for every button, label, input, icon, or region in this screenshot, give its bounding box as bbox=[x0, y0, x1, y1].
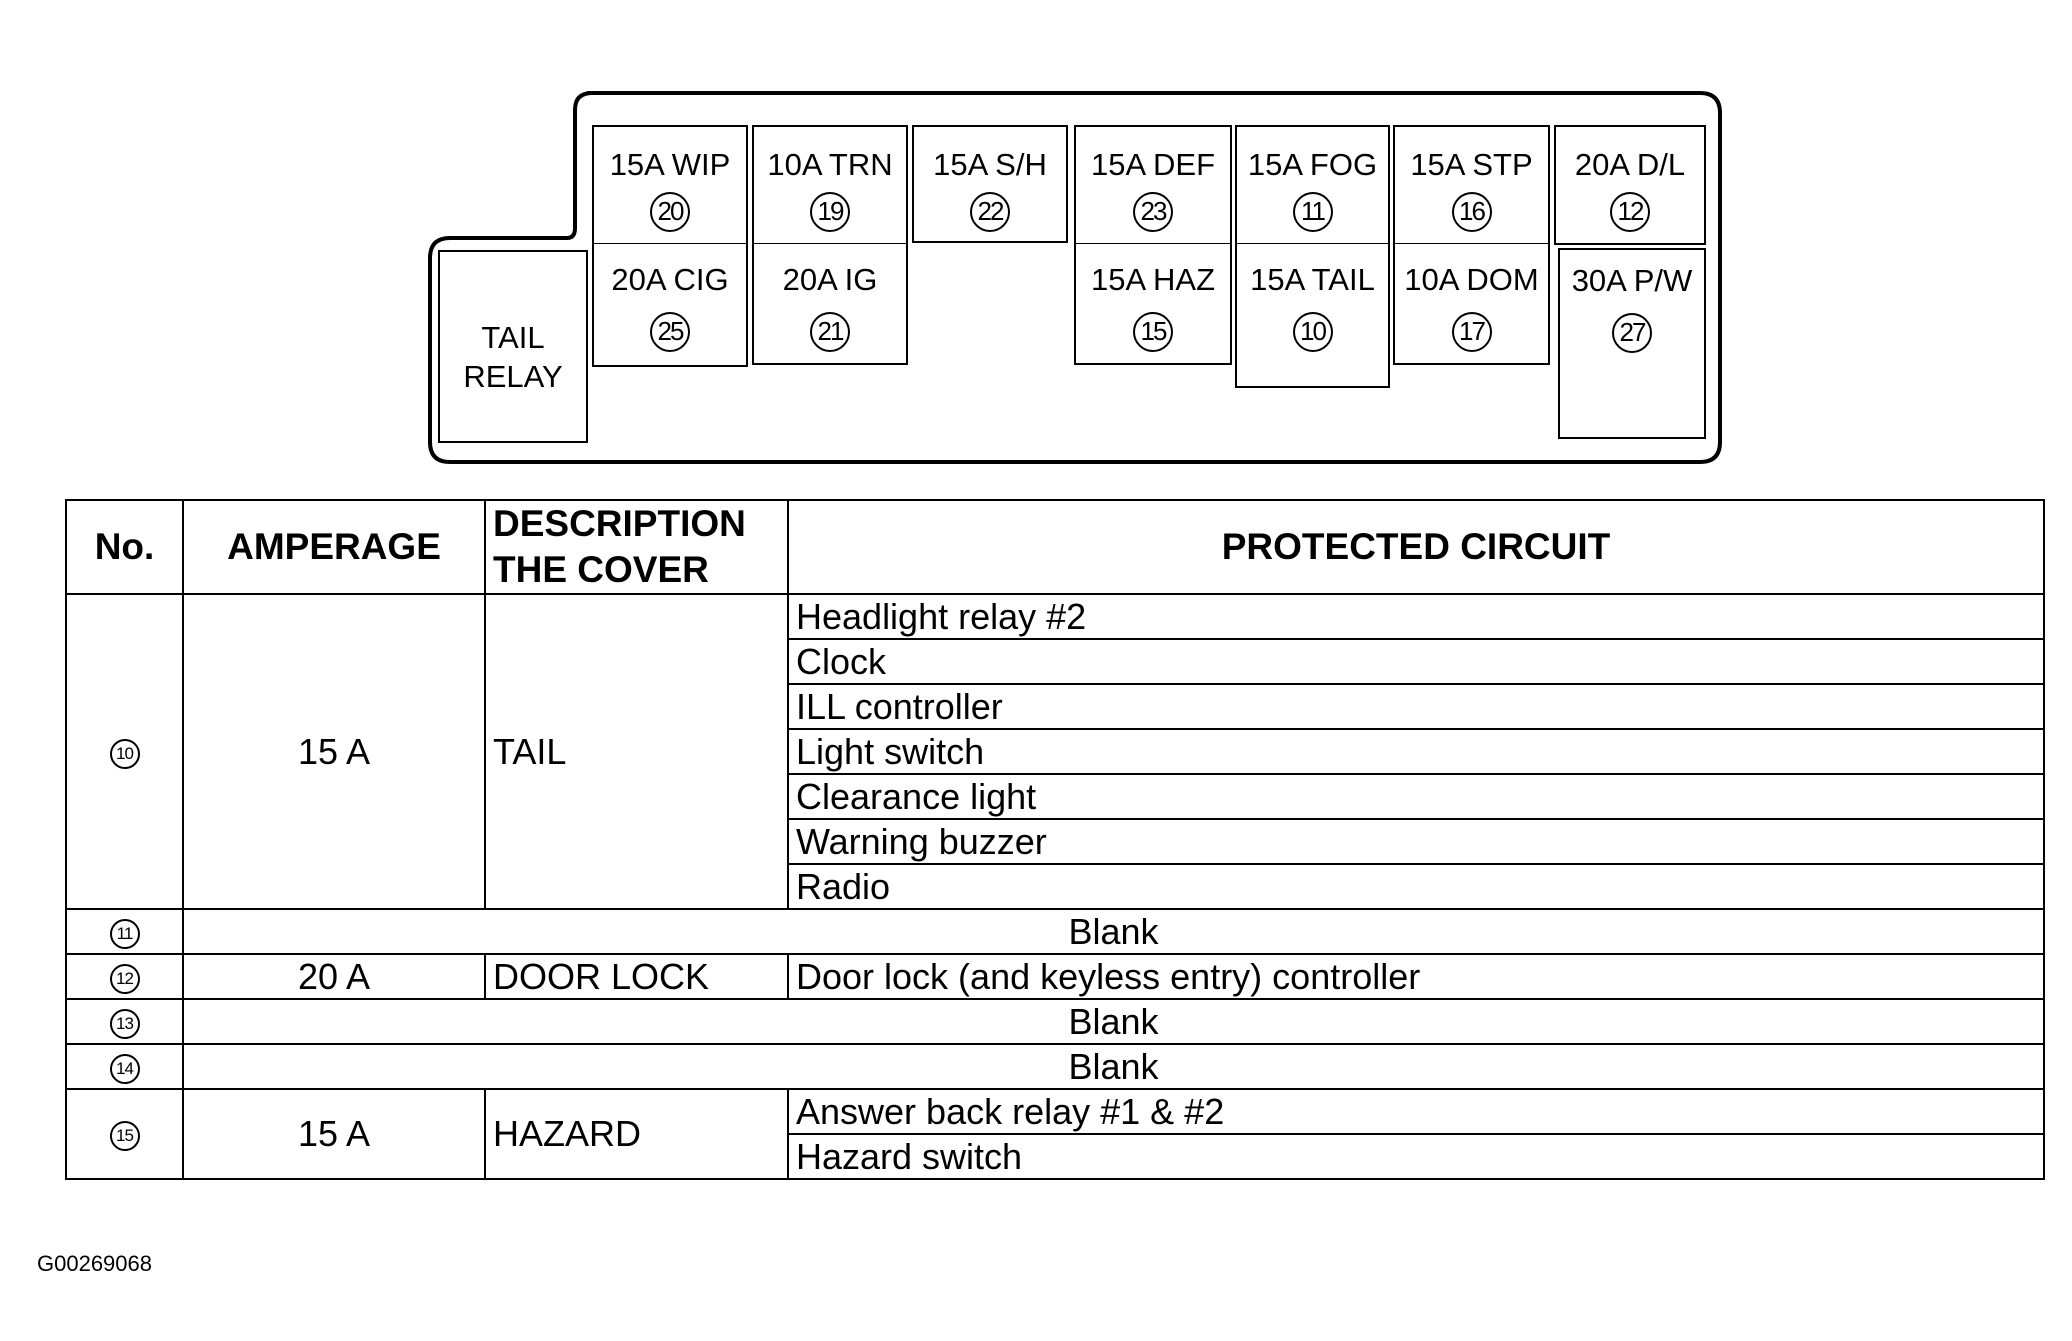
row-number bbox=[66, 909, 183, 954]
protected-circuit: Answer back relay #1 & #2 bbox=[788, 1089, 2044, 1134]
fuse-label: 15A TAIL bbox=[1250, 262, 1375, 297]
fuse-number: 25 bbox=[650, 312, 690, 352]
fuse-number: 10 bbox=[1293, 312, 1333, 352]
table-row bbox=[66, 1089, 2044, 1134]
row-number-circle: 15 bbox=[110, 1121, 140, 1151]
header-protected-circuit: PROTECTED CIRCUIT bbox=[788, 500, 2044, 594]
protected-circuit: Hazard switch bbox=[788, 1134, 2044, 1179]
fuse-number: 15 bbox=[1133, 312, 1173, 352]
fuse-label: 10A DOM bbox=[1404, 262, 1539, 297]
table-row bbox=[66, 594, 2044, 639]
row-number-circle: 12 bbox=[110, 964, 140, 994]
fuse-slot bbox=[912, 125, 1068, 243]
fuse-slot bbox=[1074, 125, 1232, 245]
protected-circuit: ILL controller bbox=[788, 684, 2044, 729]
row-description: TAIL bbox=[485, 594, 788, 909]
protected-circuit: Clock bbox=[788, 639, 2044, 684]
fuse-slot bbox=[1393, 243, 1550, 365]
row-number-circle: 10 bbox=[110, 739, 140, 769]
fuse-slot bbox=[1558, 248, 1706, 439]
protected-circuit: Warning buzzer bbox=[788, 819, 2044, 864]
fuse-number: 21 bbox=[810, 312, 850, 352]
fuse-slot bbox=[1235, 125, 1390, 245]
table-row bbox=[66, 909, 2044, 954]
row-blank: Blank bbox=[183, 909, 2044, 954]
protected-circuit: Light switch bbox=[788, 729, 2044, 774]
row-number-circle: 11 bbox=[110, 919, 140, 949]
row-number bbox=[66, 999, 183, 1044]
row-number bbox=[66, 1089, 183, 1179]
fuse-label: 20A D/L bbox=[1574, 147, 1686, 182]
fuse-label: 15A WIP bbox=[609, 147, 731, 182]
row-blank: Blank bbox=[183, 999, 2044, 1044]
tail-relay-label: TAIL RELAY bbox=[463, 320, 563, 394]
row-amperage: 15 A bbox=[183, 594, 485, 909]
fuse-label: 30A P/W bbox=[1571, 263, 1693, 298]
fuse-slot bbox=[752, 125, 908, 245]
protected-circuit: Headlight relay #2 bbox=[788, 594, 2044, 639]
fuse-label: 15A STP bbox=[1410, 147, 1533, 182]
fuse-box-diagram bbox=[0, 0, 2072, 480]
fuse-slot bbox=[1235, 243, 1390, 388]
row-blank: Blank bbox=[183, 1044, 2044, 1089]
fuse-label: 15A HAZ bbox=[1090, 262, 1216, 297]
fuse-number: 22 bbox=[970, 192, 1010, 232]
fuse-slot bbox=[1074, 243, 1232, 365]
table-header-row bbox=[66, 500, 2044, 594]
header-description-line1: DESCRIPTION bbox=[493, 503, 746, 544]
row-number bbox=[66, 594, 183, 909]
table-row bbox=[66, 1044, 2044, 1089]
table-row bbox=[66, 954, 2044, 999]
row-amperage: 20 A bbox=[183, 954, 485, 999]
table-row bbox=[66, 999, 2044, 1044]
tail-relay bbox=[438, 250, 588, 443]
fuse-number: 12 bbox=[1610, 192, 1650, 232]
fuse-slot bbox=[1393, 125, 1550, 245]
fuse-number: 11 bbox=[1293, 192, 1333, 232]
header-description bbox=[485, 500, 788, 594]
fuse-label: 20A IG bbox=[782, 262, 878, 297]
fuse-number: 17 bbox=[1452, 312, 1492, 352]
fuse-label: 15A FOG bbox=[1247, 147, 1378, 182]
fuse-slot bbox=[592, 125, 748, 245]
fuse-slot bbox=[1554, 125, 1706, 245]
fuse-number: 23 bbox=[1133, 192, 1173, 232]
fuse-label: 15A DEF bbox=[1090, 147, 1216, 182]
row-number-circle: 14 bbox=[110, 1054, 140, 1084]
row-number bbox=[66, 1044, 183, 1089]
fuse-label: 15A S/H bbox=[933, 147, 1047, 182]
fuse-label: 20A CIG bbox=[611, 262, 729, 297]
fuse-slot bbox=[592, 243, 748, 367]
row-description: HAZARD bbox=[485, 1089, 788, 1179]
protected-circuit: Radio bbox=[788, 864, 2044, 909]
fuse-number: 19 bbox=[810, 192, 850, 232]
fuse-label: 10A TRN bbox=[767, 147, 893, 182]
row-amperage: 15 A bbox=[183, 1089, 485, 1179]
header-amperage: AMPERAGE bbox=[183, 500, 485, 594]
fuse-number: 16 bbox=[1452, 192, 1492, 232]
fuse-slot bbox=[752, 243, 908, 365]
header-description-line2: THE COVER bbox=[493, 549, 709, 590]
protected-circuit: Door lock (and keyless entry) controller bbox=[788, 954, 2044, 999]
fuse-table bbox=[65, 499, 2045, 1180]
protected-circuit: Clearance light bbox=[788, 774, 2044, 819]
row-number bbox=[66, 954, 183, 999]
figure-id: G00269068 bbox=[37, 1251, 152, 1276]
fuse-number: 27 bbox=[1612, 313, 1652, 353]
fuse-number: 20 bbox=[650, 192, 690, 232]
header-no: No. bbox=[66, 500, 183, 594]
row-number-circle: 13 bbox=[110, 1009, 140, 1039]
row-description: DOOR LOCK bbox=[485, 954, 788, 999]
